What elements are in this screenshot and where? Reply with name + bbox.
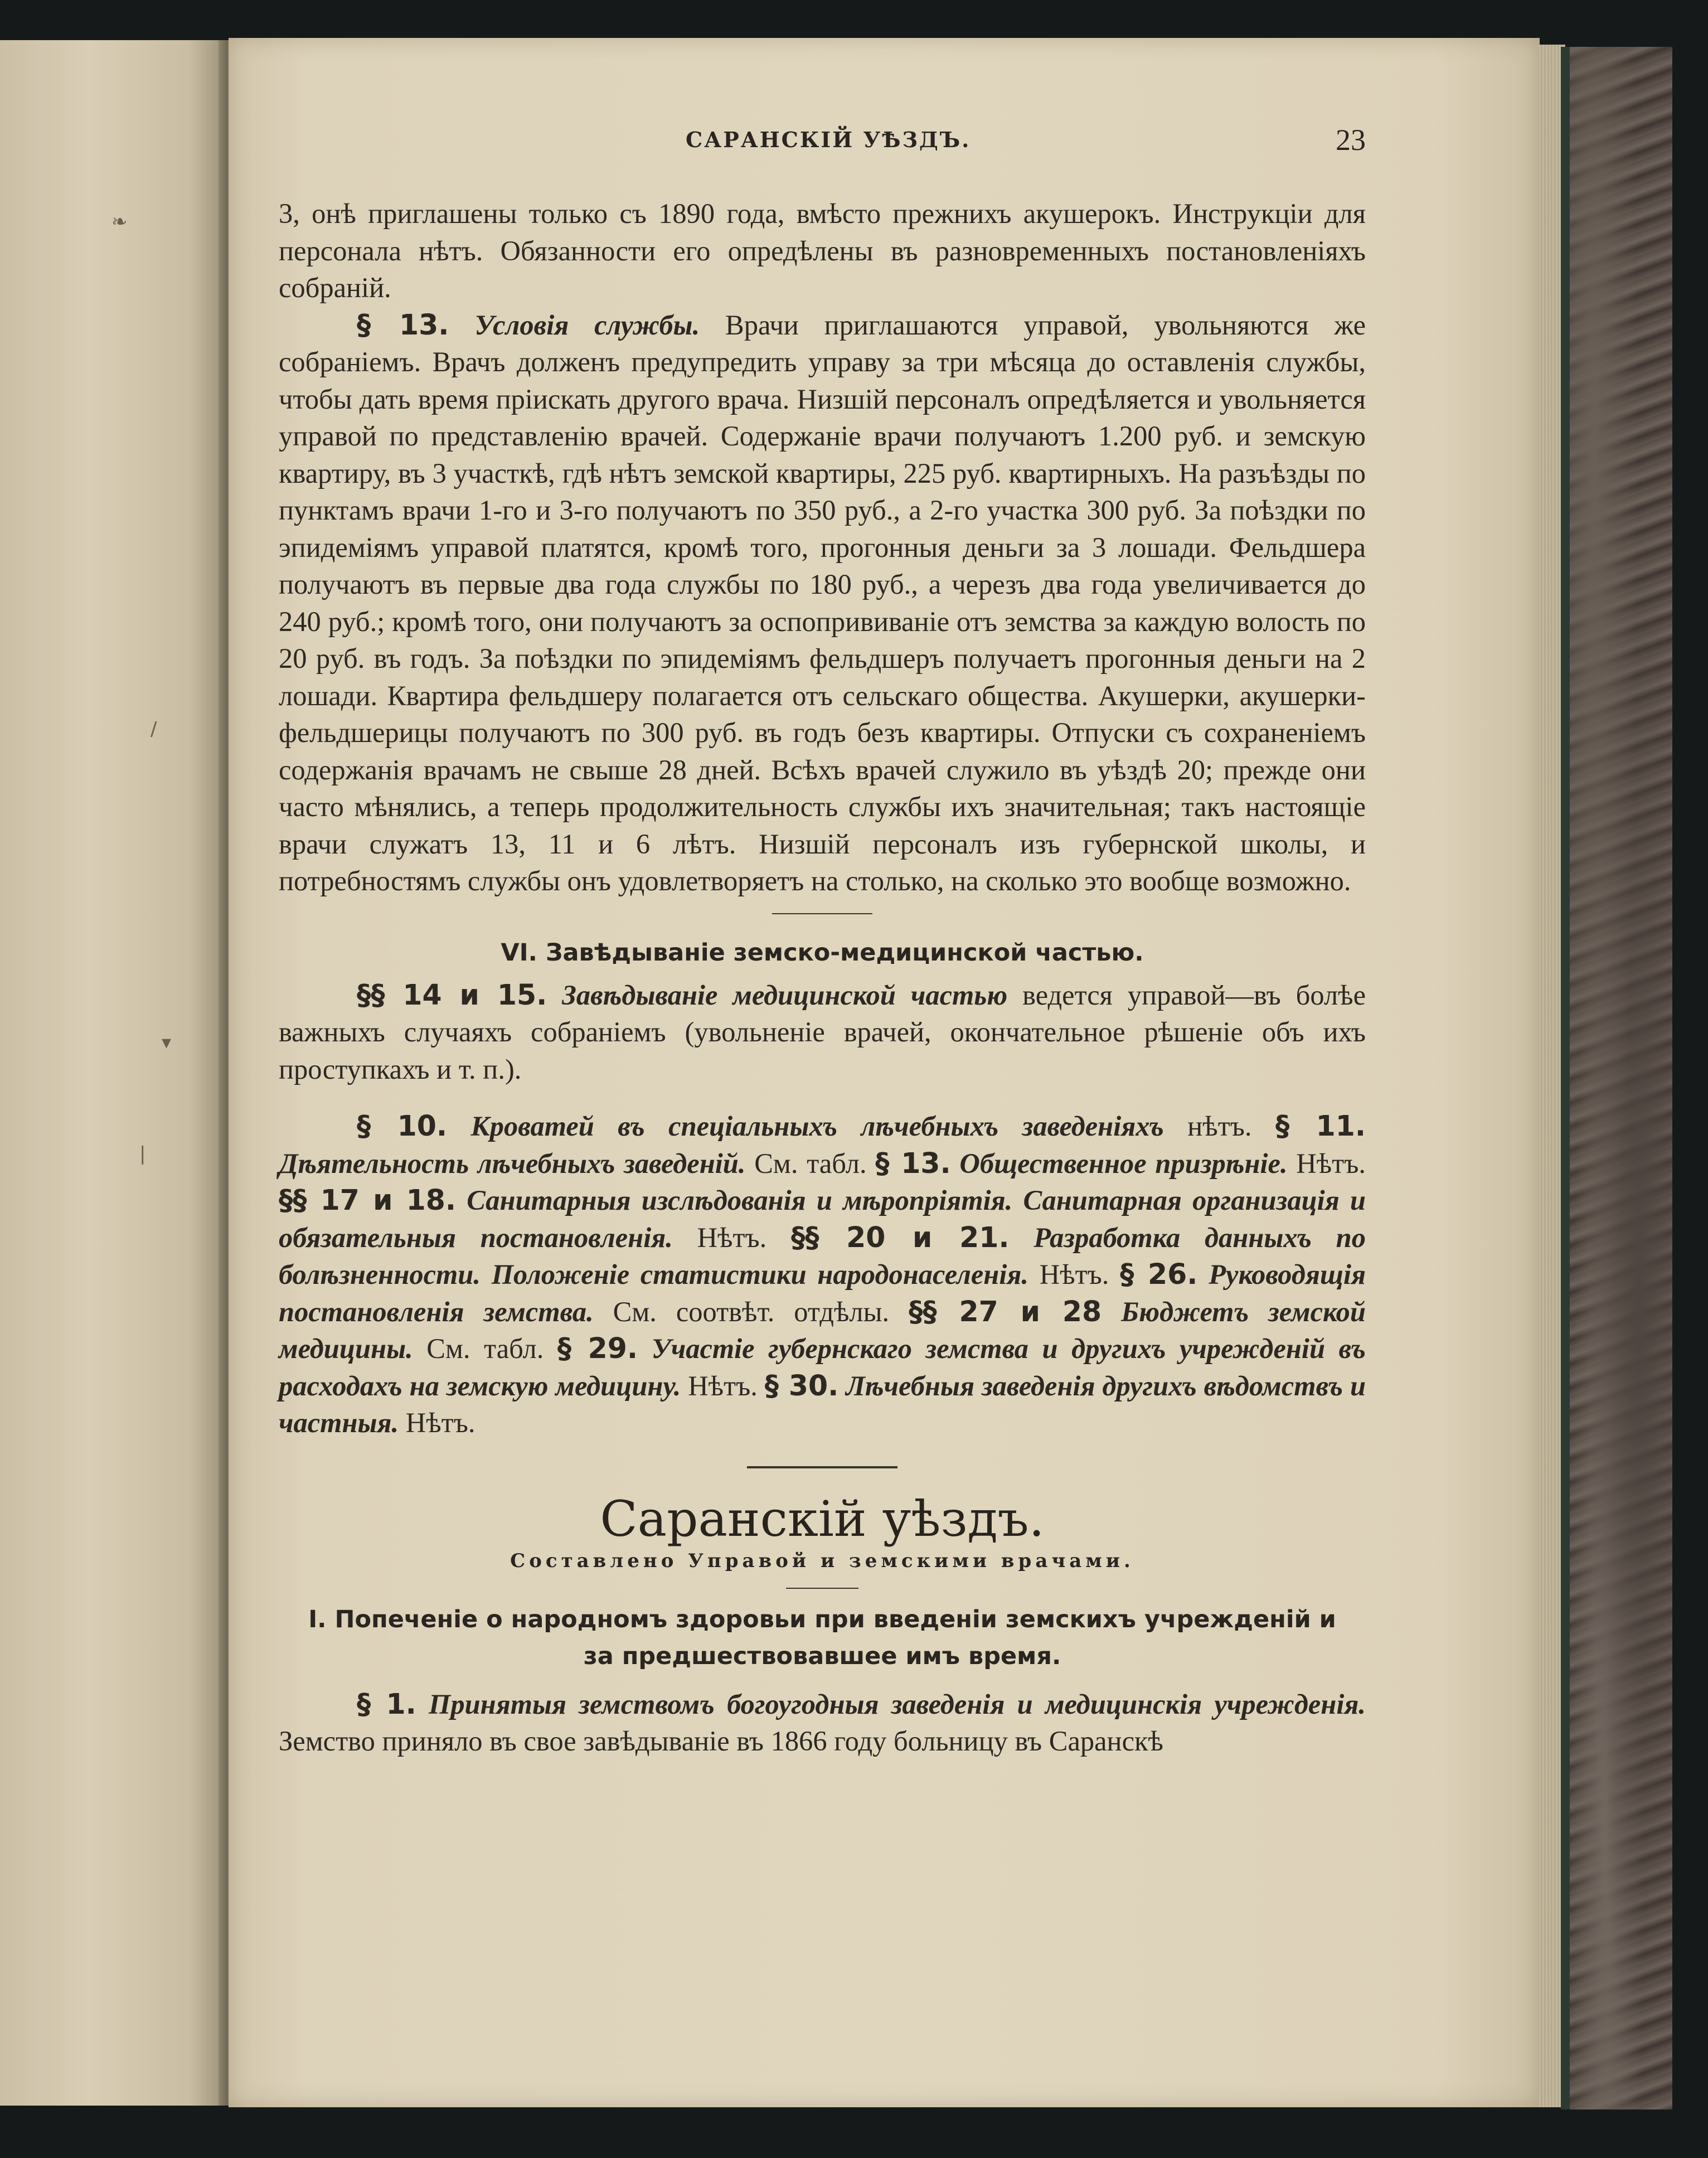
section-value: нѣтъ. [1187, 1110, 1252, 1142]
section-number: § 30. [764, 1369, 839, 1402]
margin-mark: ❧ [111, 211, 128, 233]
section-text: Земство приняло въ свое завѣдываніе въ 1866 году больницу въ Саранскѣ [279, 1725, 1163, 1757]
paragraph-1 [279, 1686, 1366, 1760]
section-text: Врачи приглашаются управой, увольняются же собраніемъ. Врачъ долженъ предупредить управу за три мѣсяца до оставленія службы, чтобы дать время пріискать другого врача. Низшій персоналъ опредѣляется и увольняется управой по представленію врачей. Содержаніе врачи получаютъ 1.200 руб. и земскую квартиру, въ 3 участкѣ, гдѣ нѣтъ земской квартиры, 225 руб. квартирныхъ. На разъѣзды по пунктамъ врачи 1-го и 3-го получаютъ по 350 руб., а 2-го участка 300 руб. За поѣздки по эпидеміямъ управой платятся, кромѣ того, прогонныя деньги за 3 лошади. Фельдшера получаютъ въ первые два года службы по 180 руб., а черезъ два года увеличивается до 240 руб.; кромѣ того, они получаютъ за оспопрививаніе отъ земства за каждую волость по 20 руб. въ годъ. За поѣздки по эпидеміямъ фельдшеръ получаетъ прогонныя деньги на 2 лошади. Квартира фельдшеру полагается отъ сельскаго общества. Акушерки, акушерки-фельдшерицы получаютъ по 300 руб. въ годъ безъ квартиры. Отпуски съ сохраненіемъ содержанія врачамъ не свыше 28 дней. Всѣхъ врачей служило въ уѣздѣ 20; прежде они часто мѣнялись, а теперь продолжительность службы ихъ значительная; такъ настоящіе врачи служатъ 13, 11 и 6 лѣтъ. Низшій персоналъ изъ губернской школы, и потребностямъ службы онъ удовлетворяетъ на столько, на сколько это вообще возможно. [279, 309, 1366, 896]
section-title: Руководящія постановленія земства. [279, 1259, 1366, 1327]
section-title: Кроватей въ спеціальныхъ лѣчебныхъ заведеніяхъ [470, 1110, 1164, 1142]
section-title: Бюджетъ земской медицины. [279, 1296, 1366, 1364]
section-number: § 10. [357, 1109, 448, 1142]
section-number: § 11. [1275, 1109, 1366, 1142]
section-number: §§ 14 и 15. [357, 978, 547, 1011]
section-number: §§ 27 и 28 [909, 1294, 1102, 1328]
section-text: ведется управой—въ болѣе важныхъ случаяхъ собраніемъ (увольненіе врачей, окончательное рѣшеніе объ ихъ проступкахъ и т. п.). [279, 979, 1366, 1085]
section-title: Условія службы. [474, 309, 700, 341]
margin-mark: ▾ [162, 1031, 172, 1054]
summary-paragraph [279, 1108, 1366, 1442]
section-title: Общественное призрѣніе. [959, 1147, 1288, 1179]
section-value: Нѣтъ. [1296, 1147, 1366, 1179]
marbled-cover [1561, 47, 1672, 2109]
section-title: Завѣдываніе медицинской частью [562, 979, 1008, 1011]
section-title: Лѣчебныя заведенія другихъ вѣдомствъ и частныя. [279, 1370, 1366, 1438]
section-number: §§ 17 и 18. [279, 1184, 457, 1216]
section-number: § 13. [357, 308, 449, 341]
section-heading: I. Попеченіе о народномъ здоровьи при введеніи земскихъ учрежденій и за предшествовавшее имъ время. [308, 1605, 1336, 1670]
section-number: § 13. [875, 1146, 951, 1180]
section-number: § 29. [557, 1332, 638, 1365]
section-title: Санитарныя изслѣдованія и мѣропріятія. Санитарная организація и обязательныя постановленія. [279, 1185, 1366, 1253]
paragraph-continuation: 3, онѣ приглашены только съ 1890 года, вмѣсто прежнихъ акушерокъ. Инструкціи для персонала нѣтъ. Обязанности его опредѣлены въ разновременныхъ постановленіяхъ собраній. [279, 198, 1366, 303]
section-number: § 1. [357, 1687, 416, 1720]
paragraph-13 [279, 307, 1366, 900]
section-value: Нѣтъ. [1039, 1259, 1109, 1290]
page-number: 23 [1336, 123, 1366, 157]
margin-mark: | [139, 1143, 146, 1165]
section-heading: VI. Завѣдываніе земско-медицинской частью. [501, 938, 1144, 967]
section-value: См. табл. [426, 1333, 544, 1364]
section-value: См. соотвѣт. отдѣлы. [613, 1296, 890, 1327]
left-facing-page [0, 40, 223, 2106]
section-title: Принятыя земствомъ богоугодныя заведенія и медицинскія учрежденія. [429, 1688, 1366, 1720]
paragraph-14-15 [279, 977, 1366, 1088]
section-number: §§ 20 и 21. [790, 1220, 1010, 1254]
chapter-subtitle: Составлено Управой и земскими врачами. [510, 1549, 1134, 1572]
page-text [279, 117, 1366, 1760]
section-value: Нѣтъ. [405, 1407, 475, 1438]
section-title: Дѣятельность лѣчебныхъ заведеній. [279, 1147, 746, 1179]
chapter-title: Саранскій уѣздъ. [600, 1490, 1045, 1548]
margin-mark: / [151, 718, 157, 740]
section-value: См. табл. [754, 1147, 867, 1179]
section-title: Разработка данныхъ по болѣзненности. Положеніе статистики народонаселенія. [279, 1221, 1366, 1290]
section-title: Участіе губернскаго земства и другихъ учрежденій въ расходахъ на земскую медицину. [279, 1333, 1366, 1402]
section-value: Нѣтъ. [688, 1370, 758, 1402]
cover-board-edge [1561, 47, 1570, 2109]
section-value: Нѣтъ. [697, 1221, 767, 1253]
section-number: § 26. [1120, 1258, 1198, 1291]
running-title: САРАНСКІЙ УѢЗДЪ. [686, 127, 971, 152]
